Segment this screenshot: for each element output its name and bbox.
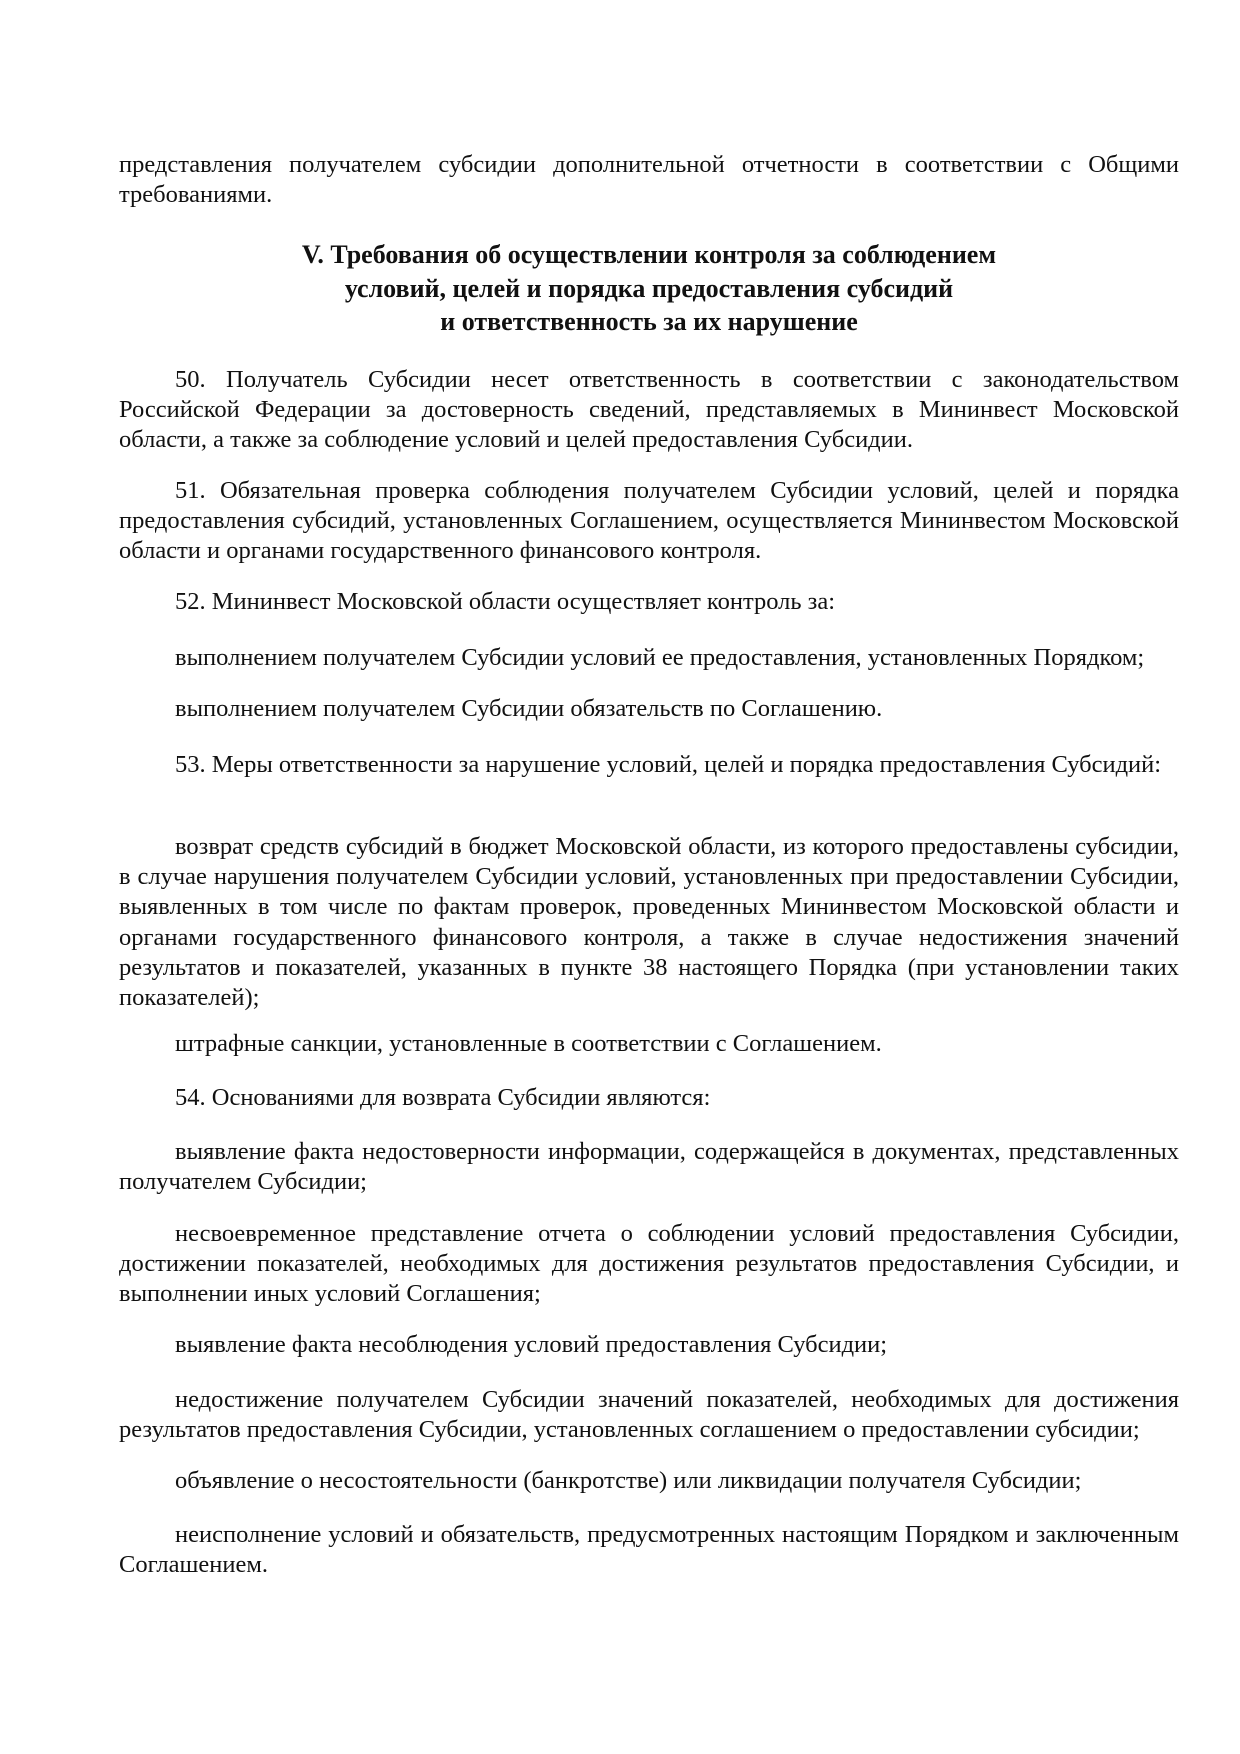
paragraph-52: 52. Мининвест Московской области осуществляет контроль за: <box>175 588 836 615</box>
list-item: выявление факта несоблюдения условий предоставления Субсидии; <box>175 1331 888 1358</box>
paragraph-54: 54. Основаниями для возврата Субсидии являются: <box>175 1084 711 1111</box>
list-item: возврат средств субсидий в бюджет Московской области, из которого предоставлены субсидии, в случае нарушения получателем Субсидии условий, установленных при предоставлении Субсидии, выявленных в том числе по фактам проверок, проведенных Мининвестом Московской области и органами государственного финансового контроля, а также в случае недостижения значений результатов и показателей, указанных в пункте 38 настоящего Порядка (при установлении таких показателей); <box>119 833 1179 1012</box>
section-heading-line: и ответственность за их нарушение <box>440 307 858 336</box>
list-item: выполнением получателем Субсидии обязательств по Соглашению. <box>175 695 883 722</box>
list-item: несвоевременное представление отчета о соблюдении условий предоставления Субсидии, достижении показателей, необходимых для достижения результатов предоставления Субсидии, и выполнении иных условий Соглашения; <box>119 1220 1179 1308</box>
list-item: неисполнение условий и обязательств, предусмотренных настоящим Порядком и заключенным Соглашением. <box>119 1521 1179 1579</box>
paragraph-53: 53. Меры ответственности за нарушение условий, целей и порядка предоставления Субсидий: <box>175 751 1162 778</box>
paragraph-51: 51. Обязательная проверка соблюдения получателем Субсидии условий, целей и порядка предоставления субсидий, установленных Соглашением, осуществляется Мининвестом Московской области и органами государственного финансового контроля. <box>119 477 1179 565</box>
list-item: выявление факта недостоверности информации, содержащейся в документах, представленных получателем Субсидии; <box>119 1138 1179 1196</box>
section-heading-line: V. Требования об осуществлении контроля за соблюдением <box>301 240 997 269</box>
section-heading <box>119 238 1179 339</box>
section-heading-line: условий, целей и порядка предоставления субсидий <box>344 273 954 303</box>
list-item: объявление о несостоятельности (банкротстве) или ликвидации получателя Субсидии; <box>175 1467 1082 1494</box>
list-item: выполнением получателем Субсидии условий ее предоставления, установленных Порядком; <box>175 644 1145 671</box>
intro-paragraph-tail: представления получателем субсидии дополнительной отчетности в соответствии с Общими требованиями. <box>119 151 1179 209</box>
paragraph-50: 50. Получатель Субсидии несет ответственность в соответствии с законодательством Российской Федерации за достоверность сведений, представляемых в Мининвест Московской области, а также за соблюдение условий и целей предоставления Субсидии. <box>119 366 1179 454</box>
list-item: недостижение получателем Субсидии значений показателей, необходимых для достижения результатов предоставления Субсидии, установленных соглашением о предоставлении субсидии; <box>119 1386 1179 1444</box>
list-item: штрафные санкции, установленные в соответствии с Соглашением. <box>175 1030 882 1057</box>
